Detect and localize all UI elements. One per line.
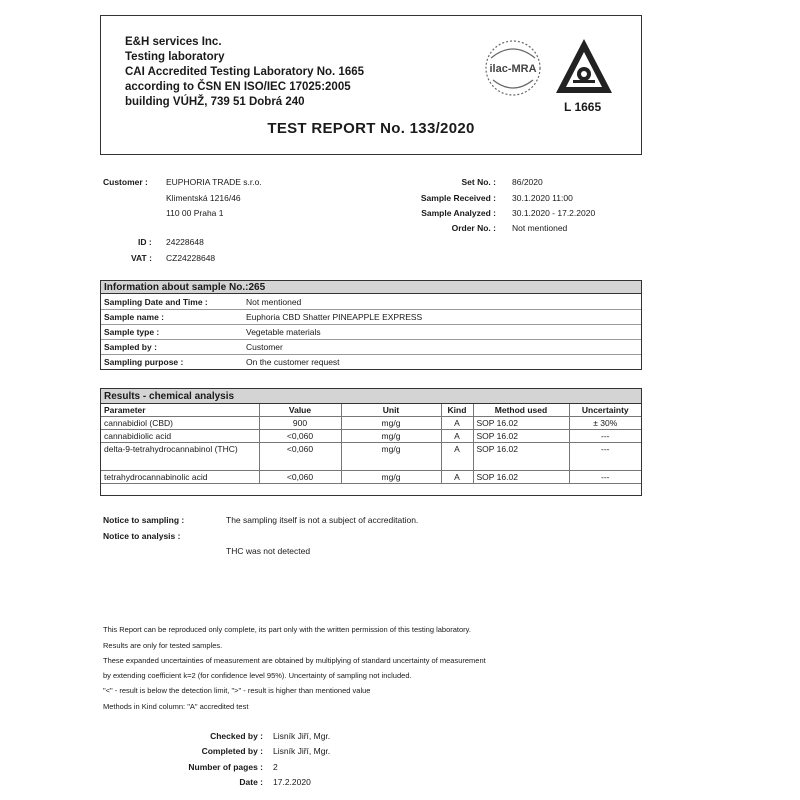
checked-by: Lisník Jiří, Mgr. [273,731,331,741]
sample-info-row [101,340,641,355]
lab-address: building VÚHŽ, 739 51 Dobrá 240 [125,96,305,108]
cell-value: <0,060 [259,443,341,471]
sample-info-table [100,280,642,370]
table-row [101,471,641,484]
sample-info-key: Sampling purpose : [104,357,184,367]
col-uncertainty: Uncertainty [569,404,641,417]
report-header [100,15,642,155]
sample-info-value: Vegetable materials [246,327,321,337]
set-no: 86/2020 [512,177,543,187]
customer-name: EUPHORIA TRADE s.r.o. [166,177,262,187]
results-header-row [101,404,641,417]
cell-kind: A [441,417,473,430]
results-title: Results - chemical analysis [101,389,641,404]
report-title: TEST REPORT No. 133/2020 [267,120,475,137]
customer-vat: CZ24228648 [166,253,216,263]
sample-info-key: Sample type : [104,327,160,337]
cell-method: SOP 16.02 [473,417,569,430]
cell-unit: mg/g [341,443,441,471]
sample-info-row [101,310,641,325]
sample-info-key: Sample name : [104,312,164,322]
customer-label: Customer : [103,177,148,187]
sample-info-key: Sampled by : [104,342,157,352]
cell-uncertainty: --- [569,430,641,443]
pages-label: Number of pages : [188,762,263,772]
customer-city: 110 00 Praha 1 [166,208,224,218]
cell-parameter: cannabidiolic acid [101,430,259,443]
sample-received-label: Sample Received : [420,193,496,203]
results-table [100,388,642,496]
cell-value: <0,060 [259,471,341,484]
table-row [101,443,641,471]
cell-uncertainty: ± 30% [569,417,641,430]
ilac-mra-text: ilac-MRA [489,63,537,75]
col-method: Method used [473,404,569,417]
lab-name: E&H services Inc. [125,36,222,48]
sample-received: 30.1.2020 11:00 [512,193,573,203]
cell-unit: mg/g [341,417,441,430]
sample-info-row [101,325,641,340]
report-date: 17.2.2020 [273,777,311,787]
cell-method: SOP 16.02 [473,471,569,484]
table-row [101,430,641,443]
cell-uncertainty: --- [569,471,641,484]
cell-unit: mg/g [341,430,441,443]
sample-info-value: Customer [246,342,283,352]
cell-kind: A [441,443,473,471]
sample-info-value: On the customer request [246,357,340,367]
cell-kind: A [441,430,473,443]
col-parameter: Parameter [101,404,259,417]
sample-info-row [101,295,641,310]
customer-vat-label: VAT : [131,253,152,263]
customer-street: Klimentská 1216/46 [166,193,241,203]
notice-sampling-text: The sampling itself is not a subject of accreditation. [226,515,419,525]
sample-info-value: Not mentioned [246,297,302,307]
notice-sampling-label: Notice to sampling : [103,515,185,525]
completed-by-label: Completed by : [201,746,263,756]
set-no-label: Set No. : [461,177,496,187]
cell-kind: A [441,471,473,484]
sample-info-row [101,355,641,370]
cell-method: SOP 16.02 [473,430,569,443]
footnote-kind: Methods in Kind column: "A" accredited test [103,702,249,711]
lab-subtitle: Testing laboratory [125,51,225,63]
ilac-mra-logo [481,36,545,100]
cell-method: SOP 16.02 [473,443,569,471]
footnote-uncertainty-cont: by extending coefficient k=2 (for confidence level 95%). Uncertainty of sampling not included. [103,671,412,680]
sample-analyzed: 30.1.2020 - 17.2.2020 [512,208,596,218]
sample-info-value: Euphoria CBD Shatter PINEAPPLE EXPRESS [246,312,423,322]
date-label: Date : [239,777,263,787]
footnote-uncertainty: These expanded uncertainties of measurement are obtained by multiplying of standard uncertainty of measurement [103,656,486,665]
customer-id: 24228648 [166,237,204,247]
cai-logo-label: L 1665 [564,100,602,114]
table-row [101,417,641,430]
footnote-reproduction: This Report can be reproduced only complete, its part only with the written permission of this testing laboratory. [103,625,471,634]
footnote-limits: "<" - result is below the detection limit, ">" - result is higher than mentioned value [103,686,371,695]
cell-value: 900 [259,417,341,430]
sample-analyzed-label: Sample Analyzed : [421,208,496,218]
cai-accreditation-logo [553,36,615,98]
col-kind: Kind [441,404,473,417]
cell-parameter: tetrahydrocannabinolic acid [101,471,259,484]
footnote-results-scope: Results are only for tested samples. [103,641,223,650]
order-no-label: Order No. : [451,223,496,233]
lab-accreditation: CAI Accredited Testing Laboratory No. 1665 [125,66,365,78]
sample-info-title: Information about sample No.:265 [101,281,641,294]
order-no: Not mentioned [512,223,568,233]
sample-info-key: Sampling Date and Time : [104,297,208,307]
col-unit: Unit [341,404,441,417]
cell-unit: mg/g [341,471,441,484]
results-grid [101,404,641,484]
cell-parameter: delta-9-tetrahydrocannabinol (THC) [101,443,259,471]
completed-by: Lisník Jiří, Mgr. [273,746,331,756]
notice-analysis-label: Notice to analysis : [103,531,181,541]
lab-standard: according to ČSN EN ISO/IEC 17025:2005 [125,81,351,93]
cell-parameter: cannabidiol (CBD) [101,417,259,430]
customer-id-label: ID : [138,237,152,247]
cell-value: <0,060 [259,430,341,443]
pages-count: 2 [273,762,278,772]
checked-by-label: Checked by : [210,731,263,741]
notice-analysis-text: THC was not detected [226,546,311,556]
cell-uncertainty: --- [569,443,641,471]
col-value: Value [259,404,341,417]
